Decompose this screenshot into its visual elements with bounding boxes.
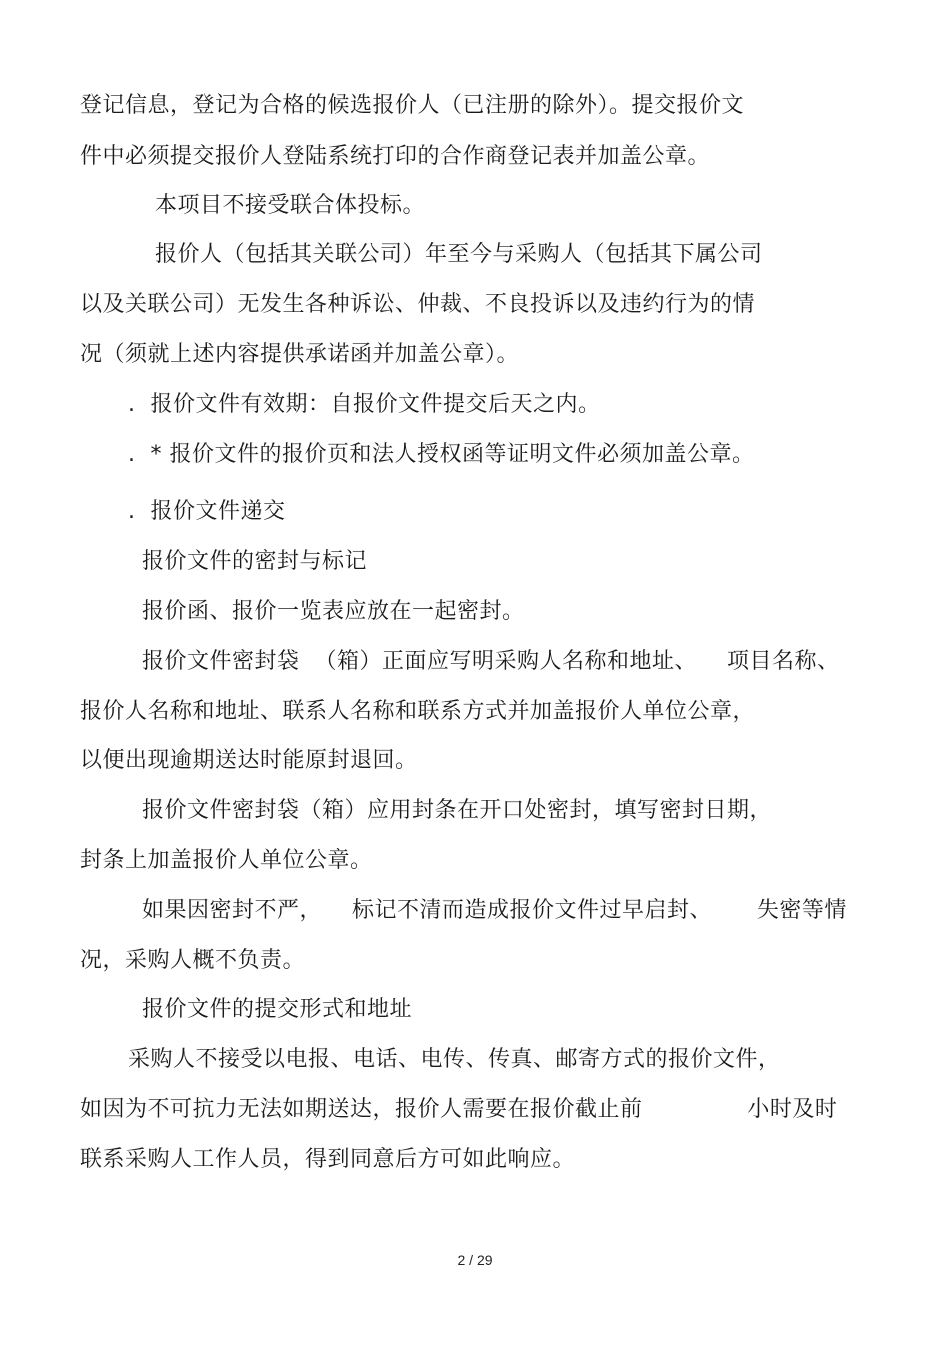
text-line: 报价函、报价一览表应放在一起密封。 (142, 599, 525, 624)
text-line: 报价人名称和地址、联系人名称和联系方式并加盖报价人单位公章， (80, 699, 756, 724)
text-line: . 报价文件递交 (128, 499, 286, 524)
text-line: . 报价文件有效期：自报价文件提交后天之内。 (128, 392, 601, 417)
text-line: . * 报价文件的报价页和法人授权函等证明文件必须加盖公章。 (128, 442, 755, 467)
text-line: 报价人（包括其关联公司）年至今与采购人（包括其下属公司 (155, 242, 763, 267)
text-line: 联系采购人工作人员，得到同意后方可如此响应。 (80, 1147, 576, 1172)
text-line: 件中必须提交报价人登陆系统打印的合作商登记表并加盖公章。 (80, 144, 711, 169)
text-line: 况（须就上述内容提供承诺函并加盖公章）。 (80, 342, 520, 367)
text-line: 报价文件密封袋（箱）应用封条在开口处密封，填写密封日期， (142, 798, 773, 823)
text-line: 报价文件的密封与标记 (142, 549, 368, 574)
text-line: 采购人不接受以电报、电话、电传、传真、邮寄方式的报价文件， (128, 1047, 781, 1072)
text-line: 以及关联公司）无发生各种诉讼、仲裁、不良投诉以及违约行为的情 (80, 292, 756, 317)
text-line: 本项目不接受联合体投标。 (155, 193, 426, 218)
text-line: 况，采购人概不负责。 (80, 948, 306, 973)
text-line: 报价文件的提交形式和地址 (142, 997, 413, 1022)
text-line: 登记信息，登记为合格的候选报价人（已注册的除外）。提交报价文 (80, 93, 745, 118)
text-line: 报价文件密封袋 （箱）正面应写明采购人名称和地址、 项目名称、 (142, 649, 840, 674)
text-line: 如果因密封不严， 标记不清而造成报价文件过早启封、 失密等情 (142, 898, 847, 923)
page-number: 2 / 29 (457, 1252, 493, 1268)
text-line: 以便出现逾期送达时能原封退回。 (80, 748, 418, 773)
text-line: 封条上加盖报价人单位公章。 (80, 848, 373, 873)
text-line: 如因为不可抗力无法如期送达，报价人需要在报价截止前 小时及时 (80, 1097, 838, 1122)
